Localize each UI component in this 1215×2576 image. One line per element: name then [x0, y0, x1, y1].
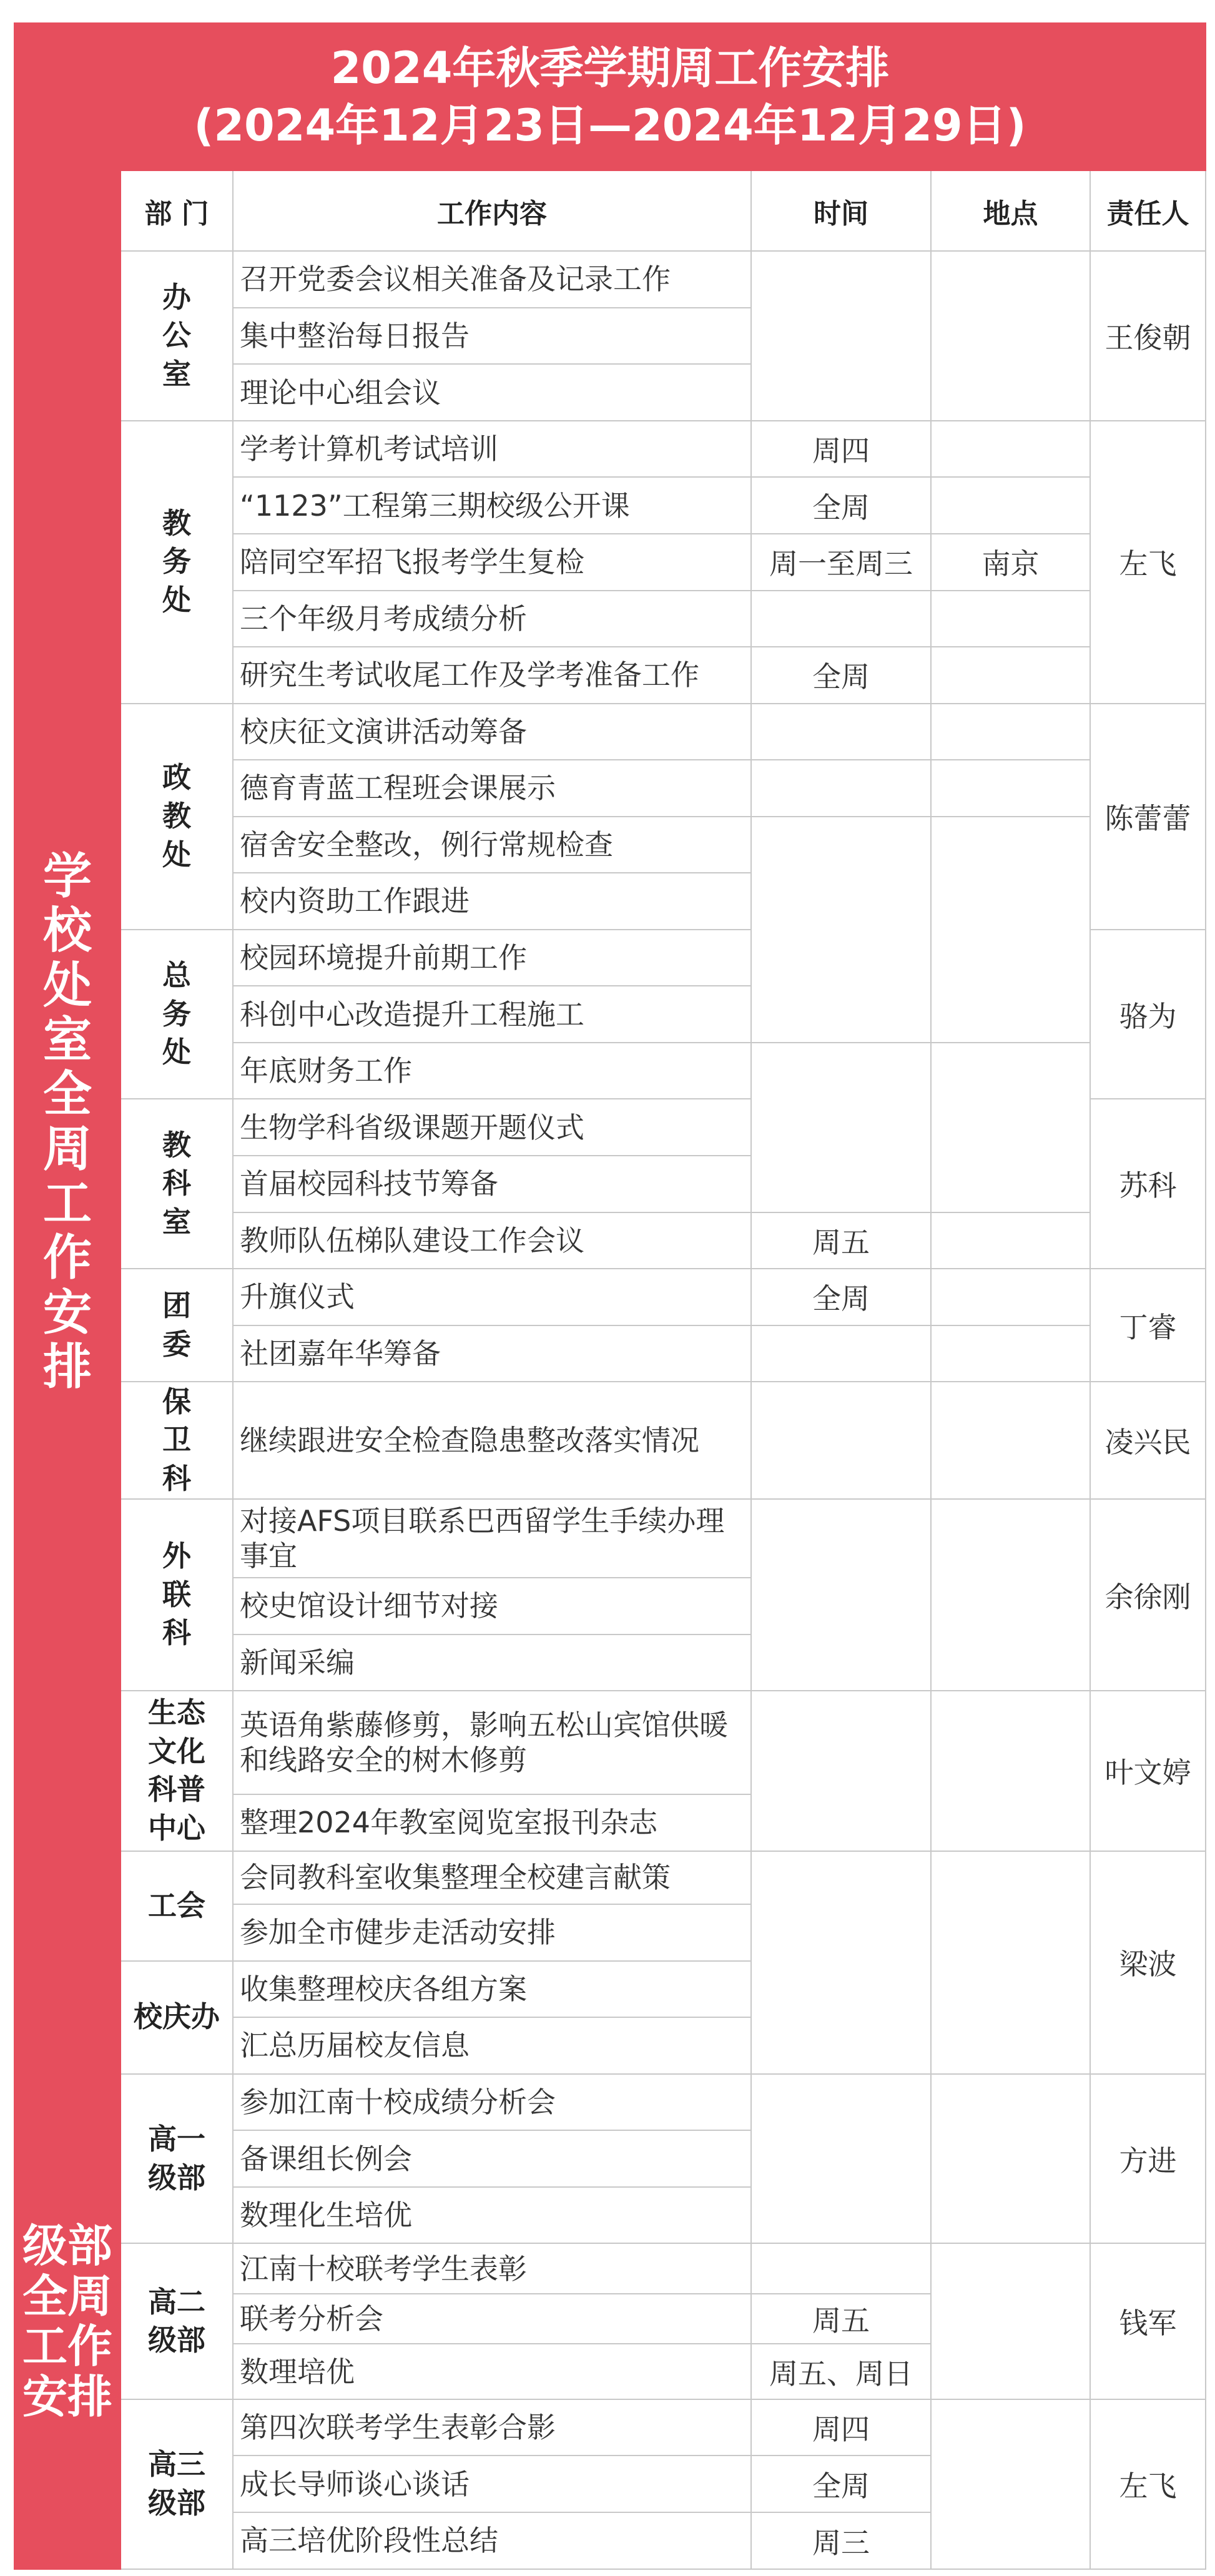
task-content: 备课组长例会: [233, 2130, 751, 2187]
task-place: [931, 1499, 1090, 1691]
schedule-frame: [14, 22, 1205, 2570]
task-place: [931, 1325, 1090, 1382]
responsible-person: 方进: [1090, 2074, 1206, 2244]
dept-name: 教务处: [162, 506, 191, 617]
task-content: 整理2024年教室阅览室报刊杂志: [233, 1794, 751, 1851]
task-time: 全周: [751, 647, 931, 704]
task-place: [931, 647, 1090, 704]
task-time: [751, 1499, 931, 1691]
dept-name: 团委: [162, 1289, 191, 1361]
responsible-person: 丁睿: [1090, 1269, 1206, 1382]
responsible-person: 叶文婷: [1090, 1691, 1206, 1851]
task-content: 教师队伍梯队建设工作会议: [233, 1212, 751, 1269]
responsible-person: 骆为: [1090, 930, 1206, 1099]
title-line-1: 2024年秋季学期周工作安排: [330, 42, 890, 94]
responsible-person: 陈蕾蕾: [1090, 704, 1206, 930]
section-school-offices: [14, 170, 121, 2073]
task-place: [931, 1851, 1090, 2074]
dept-cell: [121, 930, 233, 1099]
dept-name: 外联科: [162, 1539, 191, 1650]
dept-name: 保卫科: [162, 1384, 191, 1495]
task-content: 汇总历届校友信息: [233, 2017, 751, 2074]
task-content: 成长导师谈心谈话: [233, 2456, 751, 2512]
task-time: 周一至周三: [751, 534, 931, 591]
dept-cell: [121, 1851, 233, 1961]
task-time: [751, 2243, 931, 2293]
task-content: 陪同空军招飞报考学生复检: [233, 534, 751, 591]
dept-name: 校庆办: [134, 2000, 220, 2034]
task-content: 继续跟进安全检查隐患整改落实情况: [233, 1382, 751, 1499]
dept-name: 政教处: [162, 760, 191, 872]
task-content: 年底财务工作: [233, 1043, 751, 1099]
task-place: [931, 591, 1090, 647]
task-place: [931, 477, 1090, 534]
responsible-person: 王俊朝: [1090, 251, 1206, 421]
task-time: 周四: [751, 421, 931, 478]
task-time: 周五: [751, 1212, 931, 1269]
task-place: [931, 251, 1090, 421]
task-place: [931, 760, 1090, 817]
dept-cell: [121, 251, 233, 421]
task-content: 英语角紫藤修剪，影响五松山宾馆供暖和线路安全的树木修剪: [233, 1691, 751, 1794]
dept-cell: [121, 1382, 233, 1499]
task-time: 全周: [751, 2456, 931, 2512]
dept-name: 教科室: [162, 1128, 191, 1239]
task-content: 升旗仪式: [233, 1269, 751, 1325]
task-content: 参加江南十校成绩分析会: [233, 2074, 751, 2131]
column-header-dept: 部 门: [121, 170, 233, 251]
task-content: 校园环境提升前期工作: [233, 930, 751, 986]
task-content: 校史馆设计细节对接: [233, 1578, 751, 1635]
table-row: [14, 1382, 1206, 1499]
task-place: [931, 2243, 1090, 2399]
task-time: 周五: [751, 2294, 931, 2344]
column-header-content: 工作内容: [233, 170, 751, 251]
task-content: 首届校园科技节筹备: [233, 1156, 751, 1212]
dept-name: 生态文化科普中心: [148, 1696, 205, 1845]
task-content: 理论中心组会议: [233, 364, 751, 421]
task-content: 召开党委会议相关准备及记录工作: [233, 251, 751, 308]
dept-cell: [121, 1099, 233, 1269]
task-time: 周三: [751, 2512, 931, 2569]
task-time: 周五、周日: [751, 2344, 931, 2399]
task-content: 德育青蓝工程班会课展示: [233, 760, 751, 817]
table-row: [14, 2399, 1206, 2456]
task-content: 数理培优: [233, 2344, 751, 2399]
column-header-person: 责任人: [1090, 170, 1206, 251]
dept-name: 高一级部: [148, 2121, 205, 2195]
task-time: [751, 1691, 931, 1851]
task-content: 科创中心改造提升工程施工: [233, 986, 751, 1043]
dept-cell: [121, 2243, 233, 2399]
task-content: 三个年级月考成绩分析: [233, 591, 751, 647]
task-content: 参加全市健步走活动安排: [233, 1904, 751, 1961]
task-content: 生物学科省级课题开题仪式: [233, 1099, 751, 1156]
task-place: 南京: [931, 534, 1090, 591]
task-place: [931, 1691, 1090, 1851]
task-place: [931, 1043, 1090, 1212]
task-place: [931, 2074, 1090, 2244]
dept-cell: [121, 1269, 233, 1382]
task-content: 校庆征文演讲活动筹备: [233, 704, 751, 760]
task-time: [751, 1382, 931, 1499]
table-row: [14, 421, 1206, 478]
task-content: 集中整治每日报告: [233, 308, 751, 365]
dept-cell: [121, 1961, 233, 2074]
task-content: 研究生考试收尾工作及学考准备工作: [233, 647, 751, 704]
dept-name: 高二级部: [148, 2284, 205, 2357]
table-row: [14, 1499, 1206, 1578]
task-content: 会同教科室收集整理全校建言献策: [233, 1851, 751, 1905]
responsible-person: 左飞: [1090, 2399, 1206, 2569]
responsible-person: 梁波: [1090, 1851, 1206, 2074]
task-time: 全周: [751, 1269, 931, 1325]
section-grade-levels-label: 级部全周工作安排: [22, 2220, 112, 2424]
task-time: [751, 1851, 931, 2074]
table-row: [14, 704, 1206, 760]
table-row: [14, 251, 1206, 308]
section-school-offices-label: 学校处室全周工作安排: [42, 848, 92, 1396]
dept-cell: [121, 704, 233, 930]
table-row: [14, 2243, 1206, 2293]
table-row: [14, 1851, 1206, 1905]
task-place: [931, 817, 1090, 1043]
responsible-person: 余徐刚: [1090, 1499, 1206, 1691]
task-time: [751, 704, 931, 760]
responsible-person: 凌兴民: [1090, 1382, 1206, 1499]
dept-name: 办公室: [162, 280, 191, 391]
weekly-schedule-table: [14, 22, 1206, 2570]
task-content: 宿舍安全整改，例行常规检查: [233, 817, 751, 873]
dept-cell: [121, 2399, 233, 2569]
responsible-person: 苏科: [1090, 1099, 1206, 1269]
table-row: [14, 1691, 1206, 1794]
section-grade-levels: [14, 2074, 121, 2569]
task-place: [931, 421, 1090, 478]
table-row: [14, 2074, 1206, 2131]
task-time: 全周: [751, 477, 931, 534]
task-time: [751, 591, 931, 647]
task-content: “1123”工程第三期校级公开课: [233, 477, 751, 534]
task-time: [751, 760, 931, 817]
page-title: [14, 23, 1206, 170]
task-time: [751, 1043, 931, 1212]
responsible-person: 钱军: [1090, 2243, 1206, 2399]
task-time: 周四: [751, 2399, 931, 2456]
task-content: 数理化生培优: [233, 2187, 751, 2244]
responsible-person: 左飞: [1090, 421, 1206, 704]
dept-cell: [121, 2074, 233, 2244]
dept-cell: [121, 1691, 233, 1851]
dept-name: 高三级部: [148, 2447, 205, 2520]
task-content: 新闻采编: [233, 1635, 751, 1691]
title-line-2: (2024年12月23日—2024年12月29日): [194, 100, 1026, 152]
dept-cell: [121, 421, 233, 704]
task-content: 江南十校联考学生表彰: [233, 2243, 751, 2293]
task-content: 社团嘉年华筹备: [233, 1325, 751, 1382]
column-header-time: 时间: [751, 170, 931, 251]
task-content: 校内资助工作跟进: [233, 873, 751, 930]
task-time: [751, 2074, 931, 2244]
task-content: 第四次联考学生表彰合影: [233, 2399, 751, 2456]
table-row: [14, 1269, 1206, 1325]
task-content: 学考计算机考试培训: [233, 421, 751, 478]
task-content: 对接AFS项目联系巴西留学生手续办理事宜: [233, 1499, 751, 1578]
task-place: [931, 704, 1090, 760]
dept-cell: [121, 1499, 233, 1691]
task-place: [931, 1269, 1090, 1325]
task-content: 联考分析会: [233, 2294, 751, 2344]
task-time: [751, 817, 931, 1043]
task-content: 收集整理校庆各组方案: [233, 1961, 751, 2018]
task-time: [751, 251, 931, 421]
dept-name: 工会: [148, 1888, 205, 1922]
task-time: [751, 1325, 931, 1382]
task-content: 高三培优阶段性总结: [233, 2512, 751, 2569]
column-header-place: 地点: [931, 170, 1090, 251]
dept-name: 总务处: [162, 958, 191, 1069]
task-place: [931, 1382, 1090, 1499]
task-place: [931, 2399, 1090, 2569]
